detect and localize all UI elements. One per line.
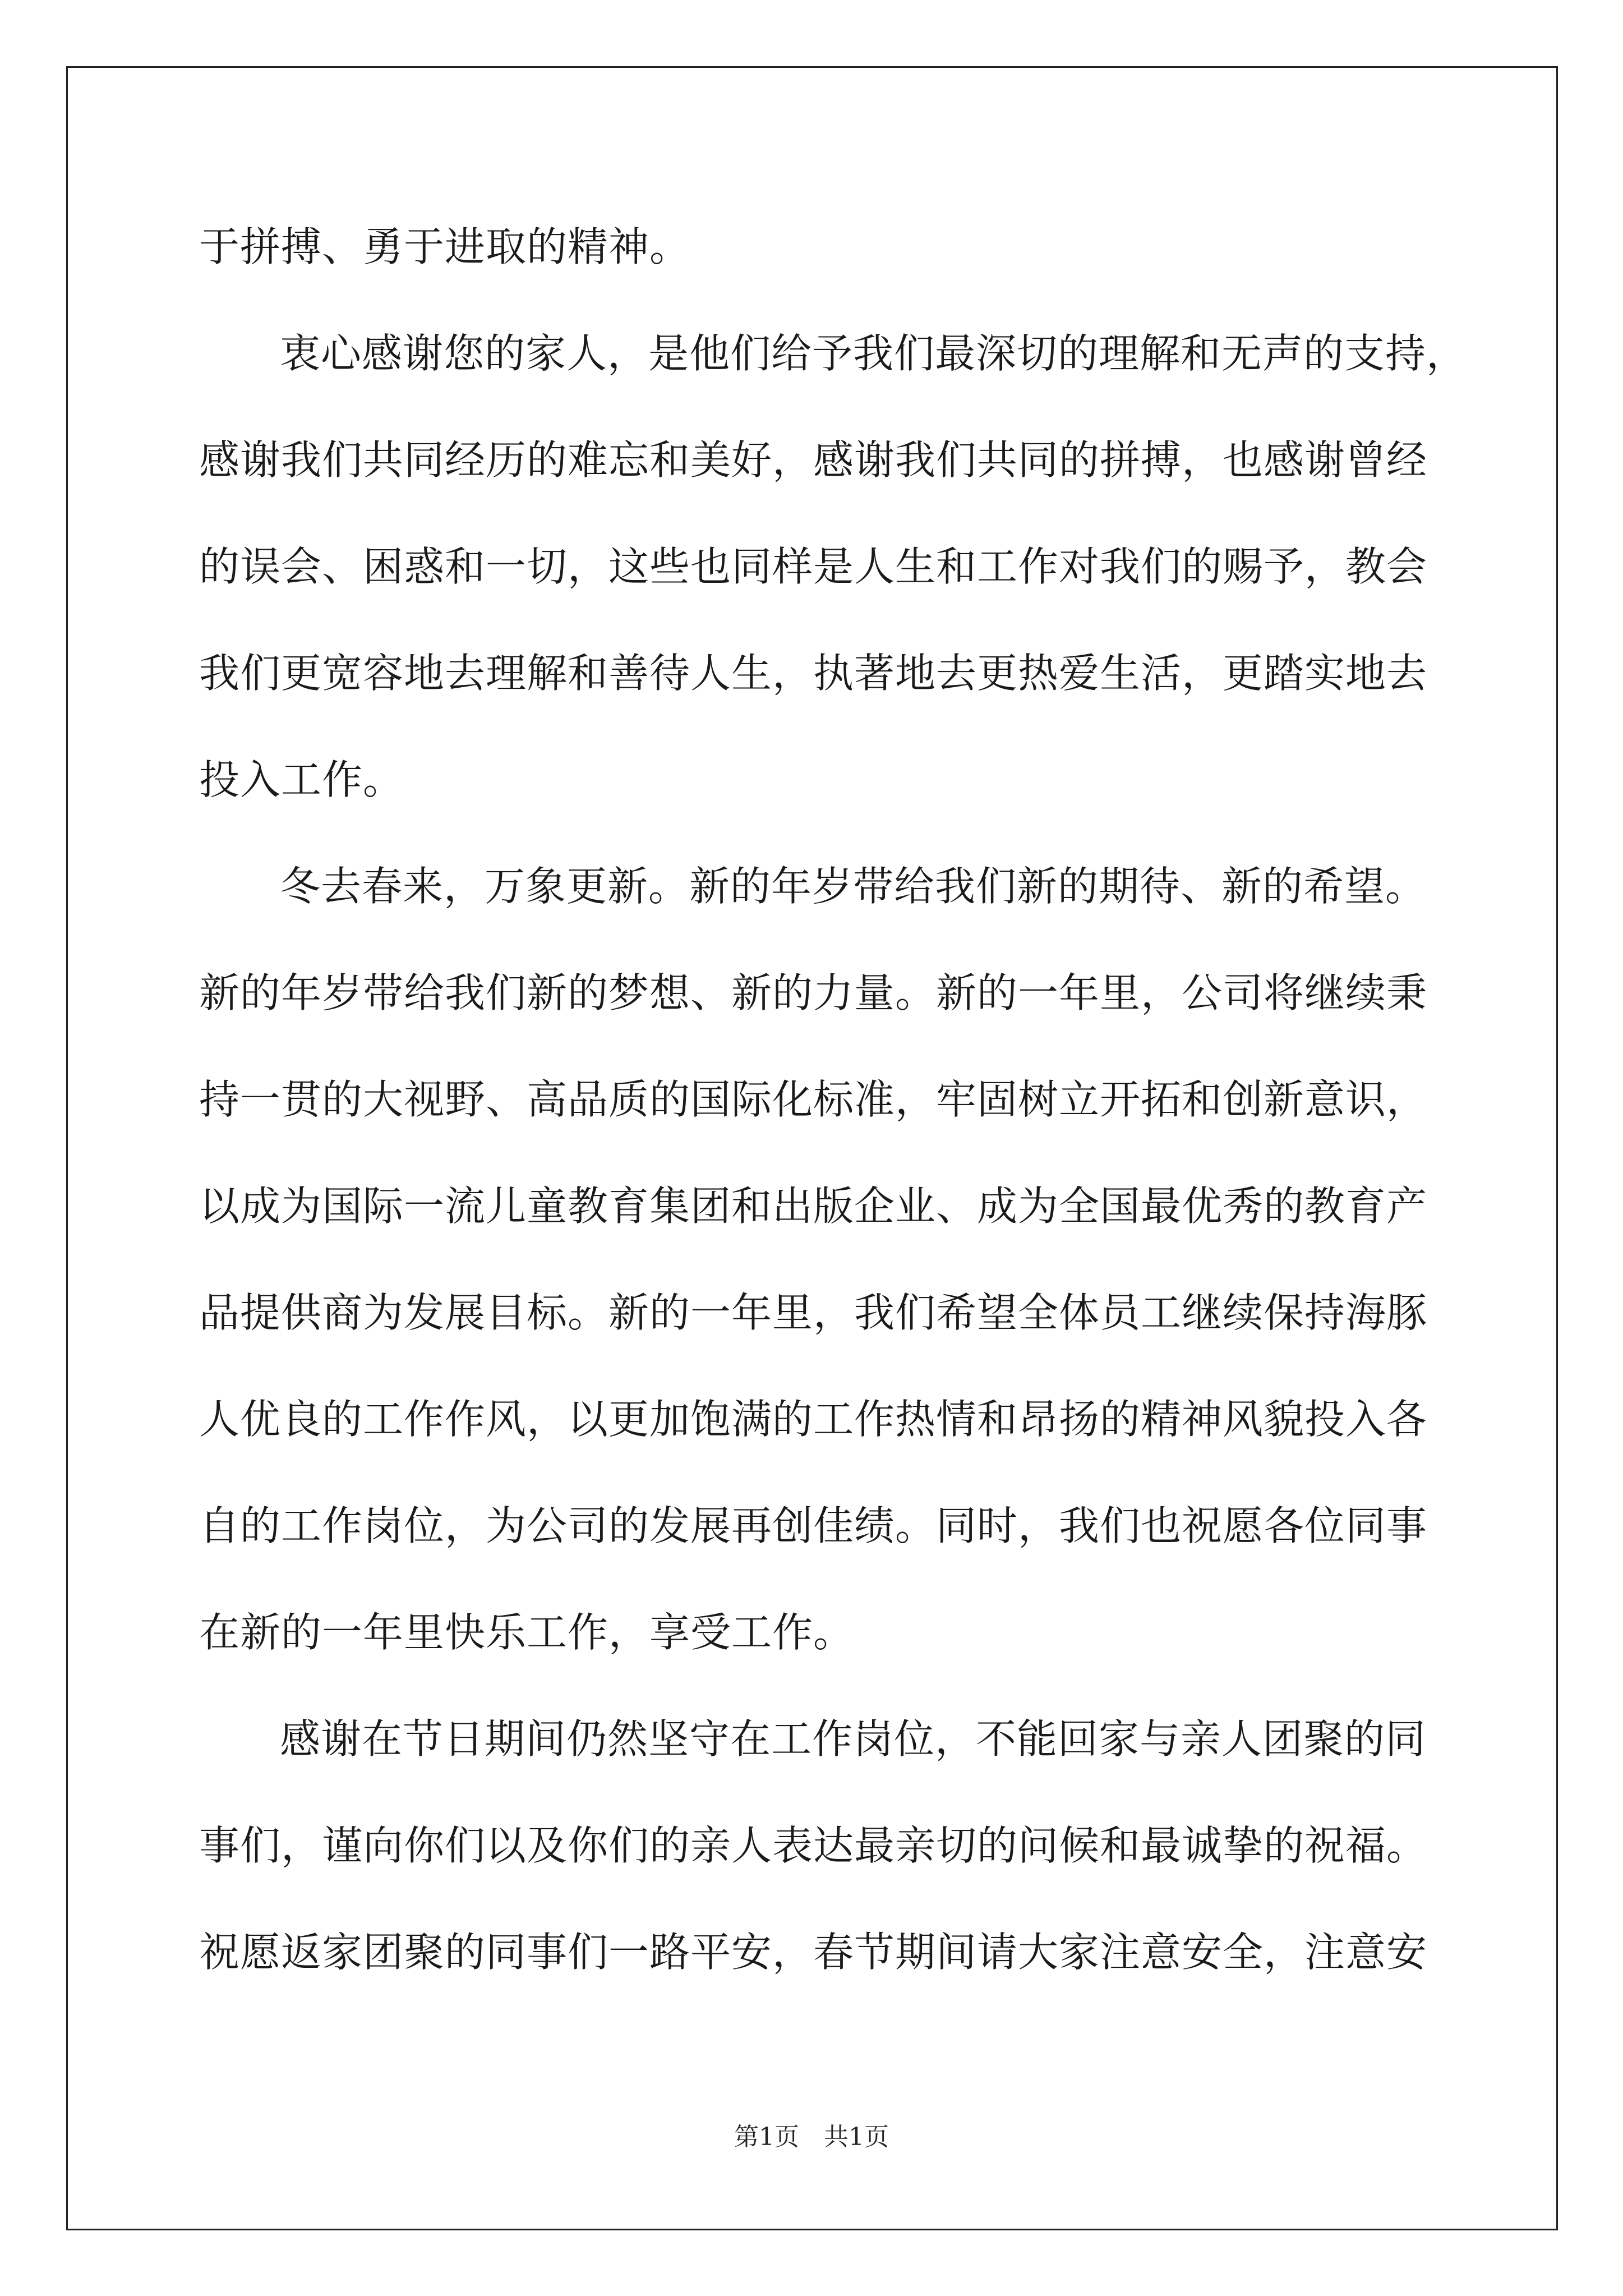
text-line: 在新的一年里快乐工作，享受工作。: [199, 1609, 855, 1656]
text-line: 新的年岁带给我们新的梦想、新的力量。新的一年里，公司将继续秉: [199, 969, 1428, 1016]
document-body: [199, 213, 1468, 2025]
text-line: 的误会、困惑和一切，这些也同样是人生和工作对我们的赐予，教会: [199, 543, 1428, 590]
text-line: 以成为国际一流儿童教育集团和出版企业、成为全国最优秀的教育产: [199, 1182, 1428, 1230]
paragraph-start-line: 感谢在节日期间仍然坚守在工作岗位，不能回家与亲人团聚的同: [280, 1715, 1427, 1763]
paragraph-start-line: 冬去春来，万象更新。新的年岁带给我们新的期待、新的希望。: [280, 863, 1427, 910]
text-line: 事们，谨向你们以及你们的亲人表达最亲切的问候和最诚挚的祝福。: [199, 1822, 1428, 1869]
text-line: 于拼搏、勇于进取的精神。: [199, 223, 691, 270]
page-number-footer: 第1页 共1页: [734, 2123, 889, 2151]
text-line: 祝愿返家团聚的同事们一路平安，春节期间请大家注意安全，注意安: [199, 1929, 1428, 1976]
text-line: 感谢我们共同经历的难忘和美好，感谢我们共同的拼搏，也感谢曾经: [199, 436, 1428, 484]
text-line: 持一贯的大视野、高品质的国际化标准，牢固树立开拓和创新意识，: [199, 1076, 1428, 1123]
text-line: 我们更宽容地去理解和善待人生，执著地去更热爱生活，更踏实地去: [199, 650, 1428, 697]
text-line: 自的工作岗位，为公司的发展再创佳绩。同时，我们也祝愿各位同事: [199, 1502, 1428, 1549]
text-line: 人优良的工作作风，以更加饱满的工作热情和昂扬的精神风貌投入各: [199, 1396, 1428, 1443]
paragraph-start-line: 衷心感谢您的家人，是他们给予我们最深切的理解和无声的支持，: [280, 330, 1468, 377]
text-line: 品提供商为发展目标。新的一年里，我们希望全体员工继续保持海豚: [199, 1289, 1428, 1336]
text-line: 投入工作。: [199, 756, 404, 803]
